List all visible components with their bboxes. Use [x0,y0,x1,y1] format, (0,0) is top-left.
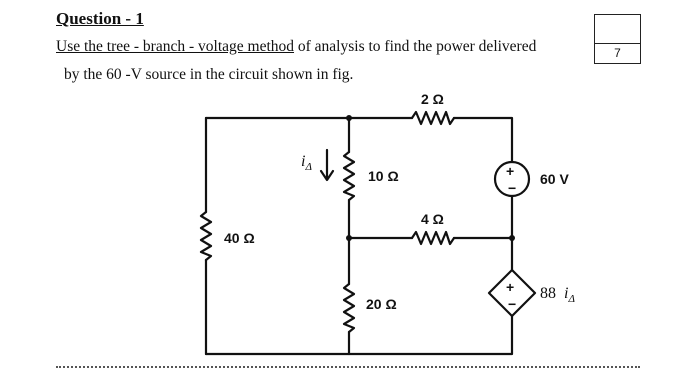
resistor-10-zigzag [344,152,354,200]
resistor-4-zigzag [412,232,454,244]
question-title: Question - 1 [56,9,144,28]
label-4-ohm: 4 Ω [421,211,444,227]
depsource-minus: − [508,296,517,312]
marks-value: 7 [614,46,621,60]
label-60-v: 60 V [540,171,569,187]
current-subscript: Δ [305,161,312,173]
current-variable: i [301,153,306,170]
resistor-40-zigzag [201,212,211,260]
bottom-wire [206,316,512,354]
dep-source-variable: i [564,285,569,302]
resistor-20-zigzag [344,284,354,332]
label-20-ohm: 20 Ω [366,296,397,312]
vsource-plus: + [506,163,515,179]
dotted-separator [56,366,640,368]
label-current [301,153,312,173]
dep-source-coefficient: 88 [540,285,556,302]
label-10-ohm: 10 Ω [368,168,399,184]
junction-dot [509,235,515,241]
label-40-ohm: 40 Ω [224,230,255,246]
dep-source-subscript: Δ [568,293,575,305]
junction-dot [346,115,352,121]
resistor-2-zigzag [412,112,454,124]
vsource-minus: − [508,180,517,196]
label-dependent-source [540,285,575,305]
question-text-line-2: by the 60 -V source in the circuit shown in fig. [64,66,354,83]
label-2-ohm: 2 Ω [421,91,444,107]
method-name: Use the tree - branch - voltage method [56,38,295,55]
junction-dot [346,235,352,241]
current-arrow [321,150,333,180]
top-wire [206,118,512,162]
depsource-plus: + [506,279,515,295]
question-text-line-1-rest: of analysis to find the power delivered [294,38,537,55]
